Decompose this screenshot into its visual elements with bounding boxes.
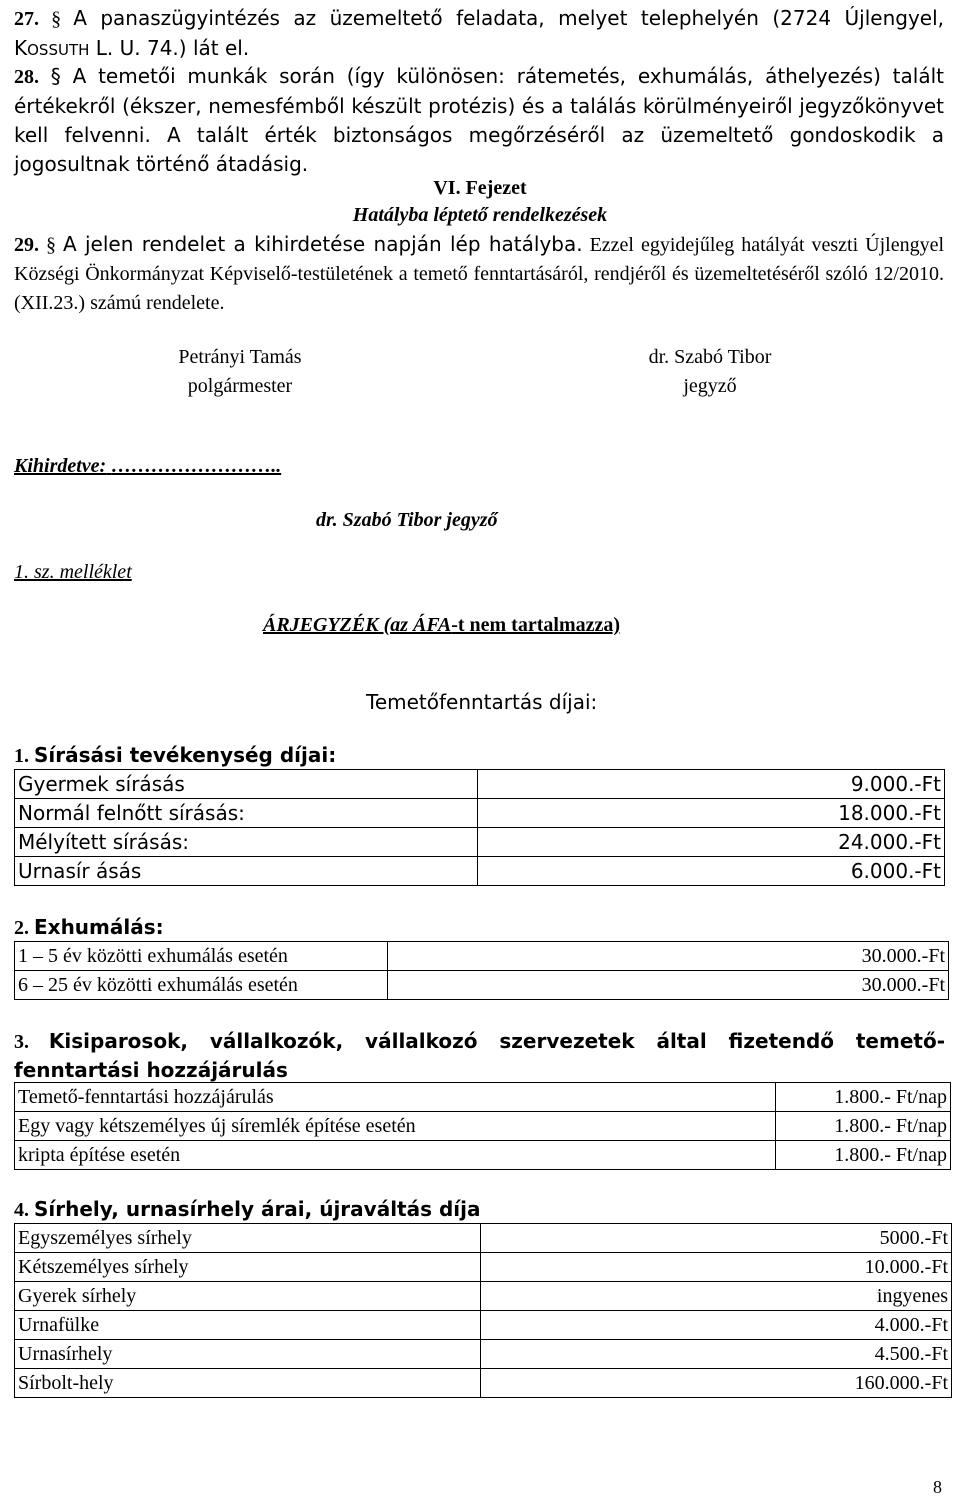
table-row	[15, 1311, 952, 1340]
fee-value: 1.800.- Ft/nap	[776, 1083, 951, 1112]
section-sign-icon: §	[50, 64, 61, 88]
section-1-heading	[14, 743, 336, 768]
price-list-title-b: -t nem tartalmazza)	[451, 614, 621, 636]
section-sign-icon: §	[51, 8, 62, 30]
fee-label: Urnasírhely	[15, 1340, 481, 1369]
chapter-title: VI. Fejezet	[433, 177, 527, 199]
table-row	[15, 971, 949, 1000]
fee-label: 1 – 5 év közötti exhumálás esetén	[15, 942, 388, 971]
fee-value: 30.000.-Ft	[387, 971, 948, 1000]
paragraph-number: 28.	[14, 66, 39, 88]
fee-label: Mélyített sírásás:	[15, 828, 478, 857]
promulgation-label: Kihirdetve:	[14, 455, 107, 477]
section-2-heading	[14, 915, 164, 940]
exhumation-fees-table	[14, 941, 949, 1000]
section-number: 4.	[14, 1199, 29, 1221]
fee-value: 1.800.- Ft/nap	[776, 1141, 951, 1170]
fee-value: 9.000.-Ft	[477, 770, 945, 799]
fee-label: Sírbolt-hely	[15, 1369, 481, 1398]
fee-label: Urnasír ásás	[15, 857, 478, 886]
chapter-heading	[0, 175, 960, 229]
section-title: Exhumálás:	[34, 915, 164, 939]
grave-digging-fees-table	[14, 769, 945, 886]
table-row	[15, 1282, 952, 1311]
fee-value: 5000.-Ft	[480, 1224, 951, 1253]
paragraph-number: 29.	[14, 234, 39, 256]
table-row	[15, 1112, 951, 1141]
fee-label: Urnafülke	[15, 1311, 481, 1340]
signature-left	[140, 343, 340, 401]
signatory-name: dr. Szabó Tibor	[648, 346, 772, 368]
price-list-title-a: ÁRJEGYZÉK (az ÁFA	[263, 614, 452, 636]
fee-label: Temető-fenntartási hozzájárulás	[15, 1083, 776, 1112]
price-list-title	[263, 614, 620, 637]
paragraph-29	[14, 230, 944, 318]
promulgation-dots: ……………………..	[111, 455, 282, 477]
fee-label: Gyermek sírásás	[15, 770, 478, 799]
section-title: Kisiparosok, vállalkozók, vállalkozó szervezetek által fizetendő temető-fenntartási hozzájárulás	[14, 1029, 945, 1082]
table-row	[15, 1141, 951, 1170]
table-row	[15, 770, 945, 799]
promulgation-signer: dr. Szabó Tibor jegyző	[316, 509, 498, 531]
section-number: 2.	[14, 917, 29, 939]
contractor-fees-table	[14, 1082, 951, 1170]
paragraph-28	[14, 62, 944, 179]
fees-subtitle: Temetőfenntartás díjai:	[366, 690, 598, 714]
fee-value: 6.000.-Ft	[477, 857, 945, 886]
table-row	[15, 1083, 951, 1112]
fee-value: 4.000.-Ft	[480, 1311, 951, 1340]
section-number: 1.	[14, 745, 29, 767]
fee-value: 1.800.- Ft/nap	[776, 1112, 951, 1141]
table-row	[15, 1340, 952, 1369]
fee-value: 18.000.-Ft	[477, 799, 945, 828]
page-number: 8	[933, 1477, 942, 1497]
fee-value: 160.000.-Ft	[480, 1369, 951, 1398]
table-row	[15, 1253, 952, 1282]
table-row	[15, 1369, 952, 1398]
table-row	[15, 1224, 952, 1253]
fee-value: 10.000.-Ft	[480, 1253, 951, 1282]
fee-label: Egyszemélyes sírhely	[15, 1224, 481, 1253]
signature-right	[610, 343, 810, 401]
annex-label: 1. sz. melléklet	[14, 561, 132, 583]
paragraph-text-tail: L. U. 74.) lát el.	[89, 36, 250, 60]
paragraph-number: 27.	[14, 8, 39, 30]
paragraph-27	[14, 4, 944, 65]
fee-value: 4.500.-Ft	[480, 1340, 951, 1369]
grave-site-prices-table	[14, 1223, 952, 1398]
fee-label: Egy vagy kétszemélyes új síremlék építése esetén	[15, 1112, 776, 1141]
table-row	[15, 828, 945, 857]
signatory-name: Petrányi Tamás	[178, 346, 302, 368]
paragraph-text-tail: Ezzel egyidejűleg hatályát veszti Újlengyel Községi Önkormányzat Képviselő-testületének a temető fenntartásáról, rendjéről és üzemeltetéséről szóló 12/2010.(XII.23.) számú rendelete.	[14, 234, 945, 314]
paragraph-text: A jelen rendelet a kihirdetése napján lép hatályba.	[62, 232, 583, 256]
section-title: Sírásási tevékenység díjai:	[34, 743, 337, 767]
chapter-subtitle: Hatályba léptető rendelkezések	[352, 204, 608, 226]
table-row	[15, 857, 945, 886]
fee-label: Kétszemélyes sírhely	[15, 1253, 481, 1282]
paragraph-text: A temetői munkák során (így különösen: rátemetés, exhumálás, áthelyezés) talált értékekről (ékszer, nemesfémből készült protézis) és a találás körülményeiről jegyzőkönyvet kell felvenni. A talált érték biztonságos megőrzéséről az üzemeltető gondoskodik a jogosultnak történő átadásig.	[14, 64, 944, 176]
fee-label: 6 – 25 év közötti exhumálás esetén	[15, 971, 388, 1000]
section-title: Sírhely, urnasírhely árai, újraváltás díja	[34, 1197, 481, 1221]
section-number: 3.	[14, 1031, 29, 1053]
fee-value: ingyenes	[480, 1282, 951, 1311]
table-row	[15, 942, 949, 971]
section-sign-icon: §	[45, 234, 56, 256]
signatory-role: jegyző	[683, 375, 737, 397]
section-4-heading	[14, 1197, 481, 1222]
paragraph-smallcaps: OSSUTH	[27, 41, 90, 59]
fee-value: 30.000.-Ft	[387, 942, 948, 971]
fee-label: kripta építése esetén	[15, 1141, 776, 1170]
section-3-heading	[14, 1027, 945, 1085]
table-row	[15, 799, 945, 828]
promulgation-line	[14, 455, 281, 478]
fee-label: Normál felnőtt sírásás:	[15, 799, 478, 828]
fee-label: Gyerek sírhely	[15, 1282, 481, 1311]
fee-value: 24.000.-Ft	[477, 828, 945, 857]
paragraph-text: A panaszügyintézés az üzemeltető feladata, melyet telephelyén (2724 Újlengyel, K	[14, 6, 944, 60]
signatory-role: polgármester	[187, 375, 293, 397]
